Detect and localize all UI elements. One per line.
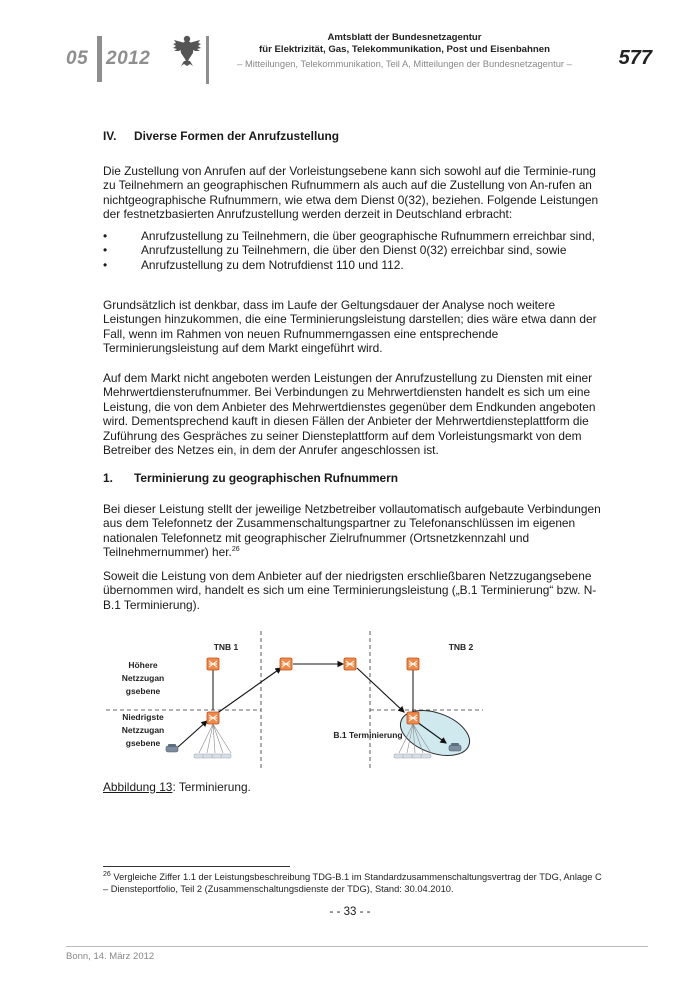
- footnote-rule: [103, 866, 290, 867]
- section-iv-number: IV.: [103, 129, 117, 143]
- section-iv-paragraph-1: Die Zustellung von Anrufen auf der Vorleistungsebene kann sich sowohl auf die Terminie-rung zu Teilnehmern an geographischen Rufnummern als auch auf die Zustellung von An-rufen an nichtgeographische Rufnummern, wie etwa dem Dienst 0(32), beziehen. Folgende Leistungen der festnetzbasierten Anrufzustellung werden derzeit in Deutschland erbracht:: [103, 164, 599, 222]
- tnb2-subscribers: [394, 754, 431, 758]
- section-iv-paragraph-3: Auf dem Markt nicht angeboten werden Leistungen der Anrufzustellung zu Diensten mit einer Mehrwertdiensterufnummer. Bei Verbindungen zu Mehrwertdiensten handelt es sich um eine Leistung, die von dem Anbieter des Mehrwertdienstes gegenüber dem Endkunden angeboten wird. Dementsprechend kauft in diesen Fällen der Anbieter der Mehrwertdiensteplattform die Zuführung des Gespräches zu seiner Diensteplattform auf dem Vorleistungsmarkt von dem Betreiber des Netzes ein, in dem der Anrufer angeschlossen ist.: [103, 371, 596, 458]
- tnb1-label: TNB 1: [213, 642, 239, 652]
- list-item: • Anrufzustellung zu Teilnehmern, die über den Dienst 0(32) erreichbar sind, sowie: [103, 243, 567, 258]
- svg-text:Höhere: Höhere: [128, 660, 158, 670]
- section-iv-paragraph-2: Grundsätzlich ist denkbar, dass im Laufe der Geltungsdauer der Analyse noch weitere Leistungen hinzukommen, die eine Terminierungsleistung darstellen; dies wäre etwa dann der Fall, wenn im Rahmen von neuen Rufnummerngassen eine entsprechende Terminierungsleistung auf dem Markt eingeführt wird.: [103, 298, 597, 356]
- svg-text:gsebene: gsebene: [125, 686, 161, 696]
- tnb2-upper-switch-icon: [407, 658, 419, 670]
- lower-level-label: [122, 712, 165, 748]
- tnb2-label: TNB 2: [448, 642, 474, 652]
- footnote-26: $^{26}$ Vergleiche Ziffer 1.1 der Leistungsbeschreibung TDG-B.1 im Standardzusammenschaltungsvertrag der TDG, Anlage C – Diensteportfolio, Teil 2 (Zusammenschaltungsdienste der TDG), Stand: 30.04.2010.: [103, 870, 602, 894]
- svg-text:gsebene: gsebene: [125, 738, 161, 748]
- termination-label: B.1 Terminierung: [333, 730, 403, 740]
- section-1-number: 1.: [103, 471, 113, 485]
- tnb1-subscribers: [194, 754, 231, 758]
- gazette-title-line1: Amtsblatt der Bundesnetzagentur: [327, 32, 482, 43]
- bottom-rule: [66, 946, 648, 947]
- figure-caption: Abbildung 13: Terminierung.: [103, 780, 251, 794]
- gazette-page-number: 577: [618, 47, 652, 69]
- footnote-reference[interactable]: 26: [231, 546, 240, 554]
- section-iv-heading: [103, 129, 605, 143]
- tnb1-lower-switch-icon: [207, 712, 219, 724]
- uplink: [216, 668, 281, 714]
- header-divider: [206, 36, 209, 84]
- issue-year: 2012: [106, 48, 151, 69]
- document-page-number: - - 33 - -: [329, 906, 371, 918]
- delivery-services-list: [103, 229, 605, 272]
- gazette-title: [212, 32, 597, 56]
- list-item: • Anrufzustellung zu Teilnehmern, die über geographische Rufnummern erreichbar sind,: [103, 229, 595, 243]
- tnb2-lower-switch-icon: [407, 712, 419, 724]
- section-iv-title: Diverse Formen der Anrufzustellung: [134, 129, 340, 143]
- section-1-title: Terminierung zu geographischen Rufnummern: [134, 471, 399, 485]
- termination-diagram: [103, 628, 583, 773]
- issue-date: Bonn, 14. März 2012: [66, 951, 155, 962]
- svg-text:Netzzugan: Netzzugan: [121, 673, 165, 683]
- caller-phone-icon: [166, 744, 178, 752]
- issue-divider: [97, 36, 102, 82]
- downlink: [357, 668, 404, 712]
- caller-link: [178, 721, 207, 747]
- gazette-title-line2: für Elektrizität, Gas, Telekommunikation, Post und Eisenbahnen: [259, 44, 550, 55]
- list-item: • Anrufzustellung zu dem Notrufdienst 110 und 112.: [103, 257, 404, 272]
- footnote-number: 26: [103, 870, 111, 878]
- svg-text:Niedrigste: Niedrigste: [122, 712, 164, 722]
- tnb1-upper-switch-icon: [207, 658, 219, 670]
- tnb1-subscriber-lines: [199, 724, 231, 753]
- upper-level-label: [122, 660, 165, 696]
- issue-number: 05: [66, 48, 89, 69]
- section-1-heading: [103, 471, 605, 485]
- section-1-paragraph-2: Soweit die Leistung von dem Anbieter auf der niedrigsten erschließbaren Netzzugangsebene übernommen wird, handelt es sich um eine Terminierungsleistung („B.1 Terminierung“ bzw. N-B.1 Terminierung).: [103, 569, 597, 612]
- federal-eagle-icon: [172, 33, 202, 67]
- figure-link[interactable]: Abbildung 13: [103, 780, 173, 794]
- section-1-paragraph-1: Bei dieser Leistung stellt der jeweilige Netzbetreiber vollautomatisch aufgebaute Verbindungen aus dem Telefonnetz der Zusammenschaltungspartner zu Telefonanschlüssen im eigenen nationalen Telefonnetz mit geographischer Zielrufnummer (Ortsnetzkennzahl und Teilnehmernummer) her.$^{26}$: [103, 502, 601, 560]
- transit-switch-1-icon: [280, 658, 292, 670]
- svg-text:Netzzugan: Netzzugan: [121, 725, 165, 735]
- transit-switch-2-icon: [344, 658, 356, 670]
- gazette-subtitle: – Mitteilungen, Telekommunikation, Teil A, Mitteilungen der Bundesnetzagentur –: [237, 58, 572, 69]
